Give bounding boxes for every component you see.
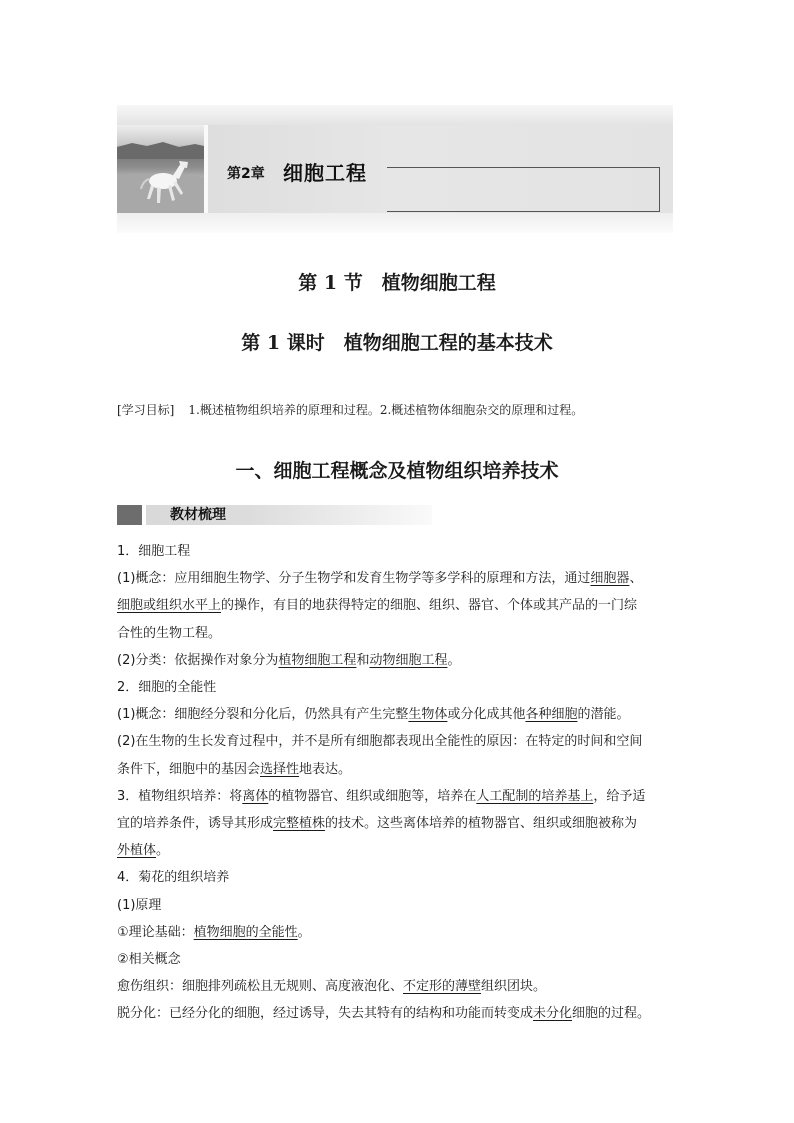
- text-run: 。: [297, 924, 311, 940]
- topic-title: 一、细胞工程概念及植物组织培养技术: [235, 460, 559, 482]
- text-run: 1．细胞工程: [117, 544, 191, 559]
- text-run: (2)分类：依据操作对象分为: [117, 652, 279, 668]
- text-run: 和: [356, 652, 370, 668]
- text-run: 、: [629, 571, 643, 587]
- body-line: [117, 892, 679, 919]
- underlined-answer: 不定形的薄壁: [403, 979, 482, 995]
- text-run: 条件下，细胞中的基因会: [117, 761, 261, 777]
- underlined-answer: 选择性: [260, 761, 300, 777]
- underlined-answer: 外植体: [117, 843, 157, 859]
- body-line: [117, 592, 679, 619]
- lesson-title: 第 1 课时 植物细胞工程的基本技术: [241, 332, 553, 354]
- underlined-answer: 植物细胞的全能性: [193, 924, 298, 940]
- body-line: [117, 946, 679, 973]
- underlined-answer: 细胞或组织水平上: [117, 598, 222, 614]
- text-run: ①理论基础：: [117, 924, 194, 940]
- text-run: (1)概念：细胞经分裂和分化后，仍然具有产生完整: [117, 707, 409, 723]
- text-run: 的植物器官、组织或细胞等，培养在: [268, 788, 477, 804]
- underlined-answer: 细胞器: [590, 571, 630, 587]
- body-line: [117, 728, 679, 755]
- text-run: 的操作，有目的地获得特定的细胞、组织、器官、个体或其产品的一门综: [221, 598, 638, 614]
- underlined-answer: 各种细胞: [525, 707, 578, 723]
- underlined-answer: 未分化: [533, 1006, 573, 1022]
- text-run: (2)在生物的生长发育过程中，并不是所有细胞都表现出全能性的原因：在特定的时间和空间: [117, 734, 643, 750]
- text-run: 宜的培养条件，诱导其形成: [117, 816, 274, 832]
- text-run: ，给予适: [593, 788, 646, 804]
- text-run: ②相关概念: [117, 952, 181, 968]
- text-run: 的技术。这些离体培养的植物器官、组织或细胞被称为: [325, 816, 638, 832]
- body-line: [117, 1000, 679, 1027]
- banner-top-strip: [117, 105, 673, 125]
- chapter-title: 细胞工程: [283, 161, 367, 185]
- chapter-banner: [117, 105, 673, 233]
- body-line: [117, 756, 679, 783]
- chapter-number: 第2章: [227, 166, 265, 182]
- text-run: 3．植物组织培养：将: [117, 788, 243, 804]
- text-run: 2．细胞的全能性: [117, 680, 217, 696]
- underlined-answer: 植物细胞工程: [278, 652, 357, 668]
- text-run: 4．菊花的组织培养: [117, 870, 230, 886]
- body-line: [117, 919, 679, 946]
- text-run: 愈伤组织：细胞排列疏松且无规则、高度液泡化、: [117, 979, 404, 995]
- body-line: [117, 973, 679, 1000]
- underlined-answer: 动物细胞工程: [369, 652, 448, 668]
- horse-illustration: [117, 125, 204, 213]
- text-run: 。: [447, 652, 461, 668]
- body-line: [117, 701, 679, 728]
- body-line: [117, 810, 679, 837]
- body-line: [117, 620, 679, 647]
- body-line: [117, 538, 679, 565]
- horse-photo: [117, 125, 204, 213]
- learning-goals: [117, 401, 583, 418]
- section-label-bar: [117, 505, 432, 525]
- body-line: [117, 837, 679, 864]
- text-run: 合性的生物工程。: [117, 625, 222, 641]
- learning-goals-tag: [学习目标]: [117, 403, 175, 417]
- section-title: 第 1 节 植物细胞工程: [298, 272, 496, 294]
- body-line: [117, 674, 679, 701]
- body-line: [117, 565, 679, 592]
- text-run: 。: [156, 843, 170, 859]
- section-label: 教材梳理: [170, 507, 226, 523]
- underlined-answer: 离体: [242, 788, 269, 804]
- banner-bottom-strip: [117, 213, 673, 233]
- text-run: 或分化成其他: [447, 707, 526, 723]
- body-line: [117, 647, 679, 674]
- text-run: 地表达。: [299, 761, 352, 777]
- text-run: (1)概念：应用细胞生物学、分子生物学和发育生物学等多学科的原理和方法，通过: [117, 571, 591, 587]
- underlined-answer: 生物体: [408, 707, 448, 723]
- underlined-answer: 完整植株: [273, 816, 326, 832]
- body-line: [117, 864, 679, 891]
- banner-frame-line: [387, 167, 660, 212]
- text-run: (1)原理: [117, 897, 162, 913]
- text-run: 组织团块。: [481, 979, 547, 995]
- text-run: 脱分化：已经分化的细胞，经过诱导，失去其特有的结构和功能而转变成: [117, 1006, 534, 1022]
- text-run: 的潜能。: [577, 707, 630, 723]
- learning-goals-text: 1.概述植物组织培养的原理和过程。2.概述植物体细胞杂交的原理和过程。: [188, 403, 584, 417]
- body-text: [117, 538, 679, 1028]
- body-line: [117, 783, 679, 810]
- underlined-answer: 人工配制的培养基上: [476, 788, 594, 804]
- text-run: 细胞的过程。: [572, 1006, 651, 1022]
